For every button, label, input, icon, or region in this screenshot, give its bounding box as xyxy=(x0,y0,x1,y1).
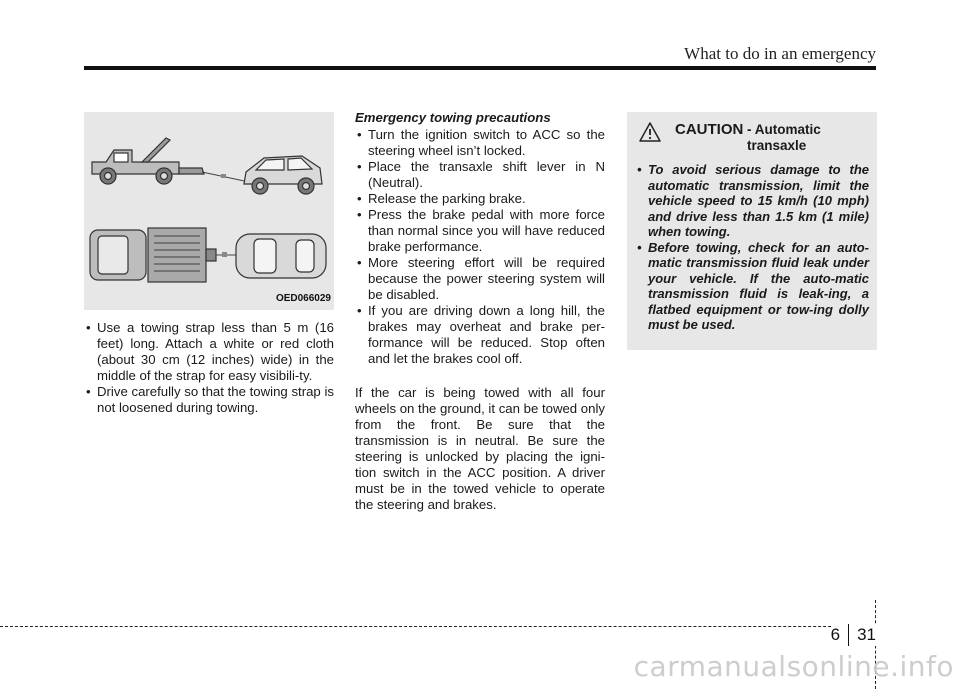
page-index: 31 xyxy=(848,624,876,646)
towing-illustration xyxy=(84,112,334,310)
left-bullet-list xyxy=(84,320,334,416)
tow-truck-side xyxy=(92,138,204,184)
list-item: • Use a towing strap less than 5 m (16 feet) long. Attach a white or red cloth (about 30 cm (12 inches) wide) in the middle of the strap for easy visibili-ty. xyxy=(84,320,334,384)
list-item: • Place the transaxle shift lever in N (Neutral). xyxy=(355,159,605,191)
caution-box xyxy=(627,112,877,350)
list-item: • Before towing, check for an auto-matic transmission fluid leak under your vehicle. If the auto-matic transmission fluid is leak-ing, a flatbed equipment or tow-ing dolly must be used. xyxy=(635,240,869,333)
left-column xyxy=(84,112,334,416)
page-number xyxy=(831,624,876,646)
towed-car-top xyxy=(236,234,326,278)
watermark: carmanualsonline.info xyxy=(633,650,954,683)
middle-column xyxy=(355,110,605,513)
caution-subtitle: - Automatic xyxy=(747,122,821,137)
body-paragraph: If the car is being towed with all four wheels on the ground, it can be towed only from the front. Be sure that the transmission is in neutral. Be sure the steering is unlocked by placing the igni-tion switch in the ACC position. A driver must be in the towed vehicle to operate the steering and brakes. xyxy=(355,385,605,512)
caution-subtitle-line2: transaxle xyxy=(747,138,807,153)
list-item: • Press the brake pedal with more force than normal since you will have reduced brake performance. xyxy=(355,207,605,255)
precautions-list xyxy=(355,127,605,367)
footer-rule xyxy=(0,626,876,627)
list-item: • Drive carefully so that the towing strap is not loosened during towing. xyxy=(84,384,334,416)
list-item: • Release the parking brake. xyxy=(355,191,605,207)
figure-code: OED066029 xyxy=(275,293,331,304)
caution-label: CAUTION xyxy=(675,121,744,138)
list-item: • Turn the ignition switch to ACC so the steering wheel isn’t locked. xyxy=(355,127,605,159)
warning-triangle-icon xyxy=(639,122,661,142)
towed-car-side xyxy=(244,156,322,194)
list-item: • If you are driving down a long hill, the brakes may overheat and brake per-formance will be reduced. Stop often and let the brakes cool off. xyxy=(355,303,605,367)
header-rule xyxy=(84,66,876,70)
list-item: • To avoid serious damage to the automatic transmission, limit the vehicle speed to 15 km/h (10 mph) and drive less than 1.5 km (1 mile) when towing. xyxy=(635,162,869,240)
caution-header xyxy=(635,122,869,158)
list-item: • More steering effort will be required because the power steering system will be disabled. xyxy=(355,255,605,303)
right-column xyxy=(627,112,877,350)
caution-list xyxy=(635,162,869,333)
tow-truck-drawing xyxy=(84,112,334,310)
strap-flag xyxy=(221,174,226,178)
section-heading: Emergency towing precautions xyxy=(355,110,551,125)
section-number: 6 xyxy=(830,625,841,644)
strap-flag-top xyxy=(222,252,227,257)
running-header: What to do in an emergency xyxy=(684,44,876,63)
tow-truck-top xyxy=(90,228,216,282)
